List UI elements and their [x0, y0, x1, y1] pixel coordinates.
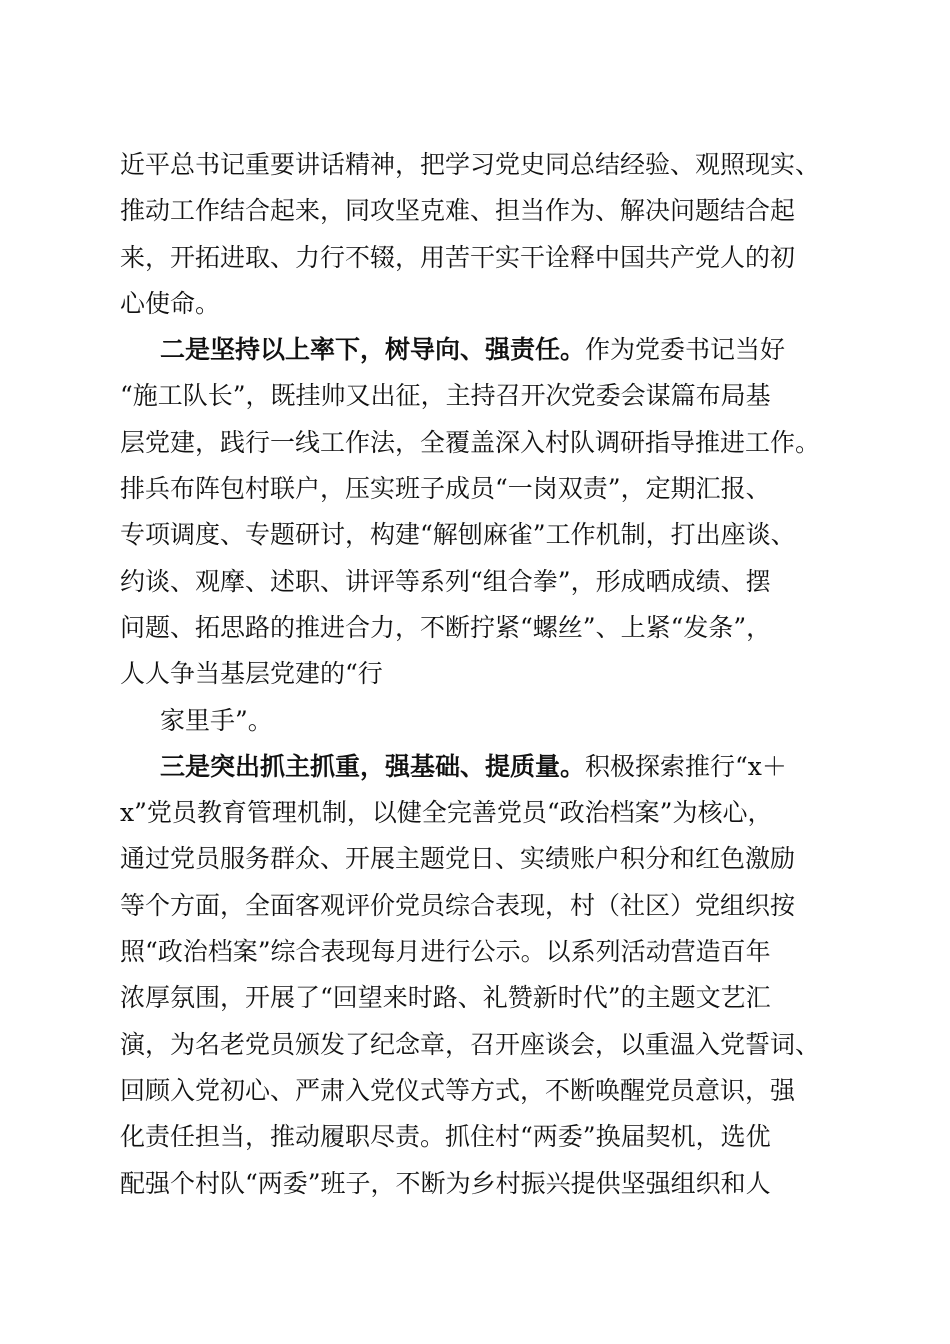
paragraph-heading: 三是突出抓主抓重，强基础、提质量。	[160, 751, 586, 781]
text-line: 家里手”。	[160, 705, 273, 735]
paragraph-heading: 二是坚持以上率下，树导向、强责任。	[160, 335, 586, 365]
text-line: 配强个村队“两委”班子，不断为乡村振兴提供坚强组织和人	[120, 1168, 771, 1198]
text-line: 回顾入党初心、严肃入党仪式等方式，不断唤醒党员意识，强	[120, 1075, 796, 1105]
text-line: 专项调度、专题研讨，构建“解刨麻雀”工作机制，打出座谈、	[120, 520, 796, 550]
text-line: 层党建，践行一线工作法，全覆盖深入村队调研指导推进工作。	[120, 427, 821, 457]
text-line	[120, 744, 845, 790]
paragraph-3	[120, 744, 845, 1207]
text-line: 通过党员服务群众、开展主题党日、实绩账户积分和红色激励	[120, 844, 796, 874]
text-line: 人人争当基层党建的“行	[120, 659, 383, 689]
paragraph-2	[120, 327, 845, 744]
text-line: 问题、拓思路的推进合力，不断拧紧“螺丝”、上紧“发条”，	[120, 612, 772, 642]
text-line: 心使命。	[120, 288, 221, 318]
text-line: x”党员教育管理机制，以健全完善党员“政治档案”为核心，	[120, 798, 773, 828]
text-line: 化责任担当，推动履职尽责。抓住村“两委”换届契机，选优	[120, 1122, 771, 1152]
text-line: 浓厚氛围，开展了“回望来时路、礼赞新时代”的主题文艺汇	[120, 983, 771, 1013]
text-line: 排兵布阵包村联户，压实班子成员“一岗双责”，定期汇报、	[120, 474, 771, 504]
text-line	[120, 327, 845, 373]
text-line: 等个方面，全面客观评价党员综合表现，村（社区）党组织按	[120, 890, 796, 920]
text-line: “施工队长”，既挂帅又出征，主持召开次党委会谋篇布局基	[120, 381, 771, 411]
text-line: 来，开拓进取、力行不辍，用苦干实干诠释中国共产党人的初	[120, 242, 796, 272]
text-line: 近平总书记重要讲话精神，把学习党史同总结经验、观照现实、	[120, 150, 821, 179]
text-line: 演，为名老党员颁发了纪念章，召开座谈会，以重温入党誓词、	[120, 1029, 821, 1059]
text-run: 积极探索推行“x＋	[585, 751, 787, 781]
paragraph-1	[120, 142, 845, 327]
text-line: 约谈、观摩、述职、讲评等系列“组合拳”，形成晒成绩、摆	[120, 566, 771, 596]
document-body	[120, 142, 845, 1207]
text-line: 照“政治档案”综合表现每月进行公示。以系列活动营造百年	[120, 937, 771, 967]
text-run: 作为党委书记当好	[585, 335, 786, 365]
text-line: 推动工作结合起来，同攻坚克难、担当作为、解决问题结合起	[120, 196, 796, 226]
